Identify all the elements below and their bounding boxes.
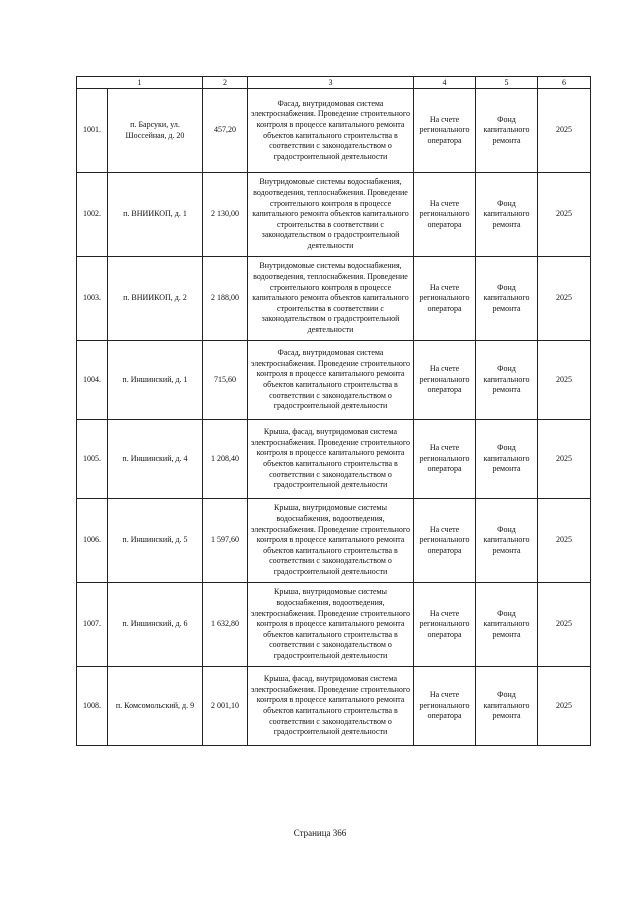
works-cell: Крыша, внутридомовые системы водоснабжения, водоотведения, электроснабжения. Проведение строительного контроля в процессе капитального ремонта объектов капитального строительства в соответствии с законодательством о градостроительной деятельности <box>248 499 414 583</box>
account-cell: На счете регионального оператора <box>414 89 476 173</box>
row-number: 1001. <box>77 89 108 173</box>
address-cell: п. Барсуки, ул. Шоссейная, д. 20 <box>108 89 203 173</box>
works-cell: Фасад, внутридомовая система электроснабжения. Проведение строительного контроля в процессе капитального ремонта объектов капитального строительства в соответствии с законодательством о градостроительной деятельности <box>248 341 414 420</box>
column-header-4: 4 <box>414 77 476 89</box>
row-number: 1005. <box>77 420 108 499</box>
address-cell: п. Иншинский, д. 4 <box>108 420 203 499</box>
year-cell: 2025 <box>538 257 591 341</box>
source-cell: Фонд капитального ремонта <box>476 420 538 499</box>
row-number: 1008. <box>77 667 108 746</box>
address-cell: п. ВНИИКОП, д. 1 <box>108 173 203 257</box>
works-cell: Внутридомовые системы водоснабжения, водоотведения, теплоснабжения. Проведение строительного контроля в процессе капитального ремонта объектов капитального строительства в соответствии с законодательством о градостроительной деятельности <box>248 173 414 257</box>
address-cell: п. ВНИИКОП, д. 2 <box>108 257 203 341</box>
account-cell: На счете регионального оператора <box>414 583 476 667</box>
address-cell: п. Комсомольский, д. 9 <box>108 667 203 746</box>
source-cell: Фонд капитального ремонта <box>476 257 538 341</box>
area-cell: 1 208,40 <box>203 420 248 499</box>
source-cell: Фонд капитального ремонта <box>476 341 538 420</box>
source-cell: Фонд капитального ремонта <box>476 499 538 583</box>
year-cell: 2025 <box>538 583 591 667</box>
area-cell: 457,20 <box>203 89 248 173</box>
area-cell: 2 188,00 <box>203 257 248 341</box>
table-row <box>77 583 591 667</box>
works-cell: Крыша, фасад, внутридомовая система электроснабжения. Проведение строительного контроля в процессе капитального ремонта объектов капитального строительства в соответствии с законодательством о градостроительной деятельности <box>248 420 414 499</box>
column-header-6: 6 <box>538 77 591 89</box>
works-cell: Внутридомовые системы водоснабжения, водоотведения, теплоснабжения. Проведение строительного контроля в процессе капитального ремонта объектов капитального строительства в соответствии с законодательством о градостроительной деятельности <box>248 257 414 341</box>
table-row <box>77 173 591 257</box>
year-cell: 2025 <box>538 499 591 583</box>
column-header-5: 5 <box>476 77 538 89</box>
row-number: 1003. <box>77 257 108 341</box>
column-header-1: 1 <box>77 77 203 89</box>
table-row <box>77 420 591 499</box>
source-cell: Фонд капитального ремонта <box>476 173 538 257</box>
area-cell: 1 597,60 <box>203 499 248 583</box>
works-cell: Крыша, внутридомовые системы водоснабжения, водоотведения, электроснабжения. Проведение строительного контроля в процессе капитального ремонта объектов капитального строительства в соответствии с законодательством о градостроительной деятельности <box>248 583 414 667</box>
address-cell: п. Иншинский, д. 1 <box>108 341 203 420</box>
account-cell: На счете регионального оператора <box>414 499 476 583</box>
year-cell: 2025 <box>538 667 591 746</box>
account-cell: На счете регионального оператора <box>414 257 476 341</box>
table-row <box>77 667 591 746</box>
area-cell: 2 130,00 <box>203 173 248 257</box>
table-header <box>77 77 591 89</box>
table-row <box>77 89 591 173</box>
works-cell: Крыша, фасад, внутридомовая система электроснабжения. Проведение строительного контроля в процессе капитального ремонта объектов капитального строительства в соответствии с законодательством о градостроительной деятельности <box>248 667 414 746</box>
row-number: 1002. <box>77 173 108 257</box>
area-cell: 715,60 <box>203 341 248 420</box>
account-cell: На счете регионального оператора <box>414 173 476 257</box>
header-row <box>77 77 591 89</box>
table-row <box>77 499 591 583</box>
table-row <box>77 341 591 420</box>
page-number: Страница 366 <box>293 828 347 838</box>
column-header-2: 2 <box>203 77 248 89</box>
source-cell: Фонд капитального ремонта <box>476 89 538 173</box>
year-cell: 2025 <box>538 341 591 420</box>
table-row <box>77 257 591 341</box>
row-number: 1007. <box>77 583 108 667</box>
year-cell: 2025 <box>538 173 591 257</box>
repair-program-table <box>76 76 591 746</box>
area-cell: 2 001,10 <box>203 667 248 746</box>
address-cell: п. Иншинский, д. 5 <box>108 499 203 583</box>
source-cell: Фонд капитального ремонта <box>476 667 538 746</box>
column-header-3: 3 <box>248 77 414 89</box>
area-cell: 1 632,80 <box>203 583 248 667</box>
year-cell: 2025 <box>538 89 591 173</box>
row-number: 1004. <box>77 341 108 420</box>
year-cell: 2025 <box>538 420 591 499</box>
account-cell: На счете регионального оператора <box>414 667 476 746</box>
address-cell: п. Иншинский, д. 6 <box>108 583 203 667</box>
account-cell: На счете регионального оператора <box>414 341 476 420</box>
account-cell: На счете регионального оператора <box>414 420 476 499</box>
row-number: 1006. <box>77 499 108 583</box>
works-cell: Фасад, внутридомовая система электроснабжения. Проведение строительного контроля в процессе капитального ремонта объектов капитального строительства в соответствии с законодательством о градостроительной деятельности <box>248 89 414 173</box>
source-cell: Фонд капитального ремонта <box>476 583 538 667</box>
